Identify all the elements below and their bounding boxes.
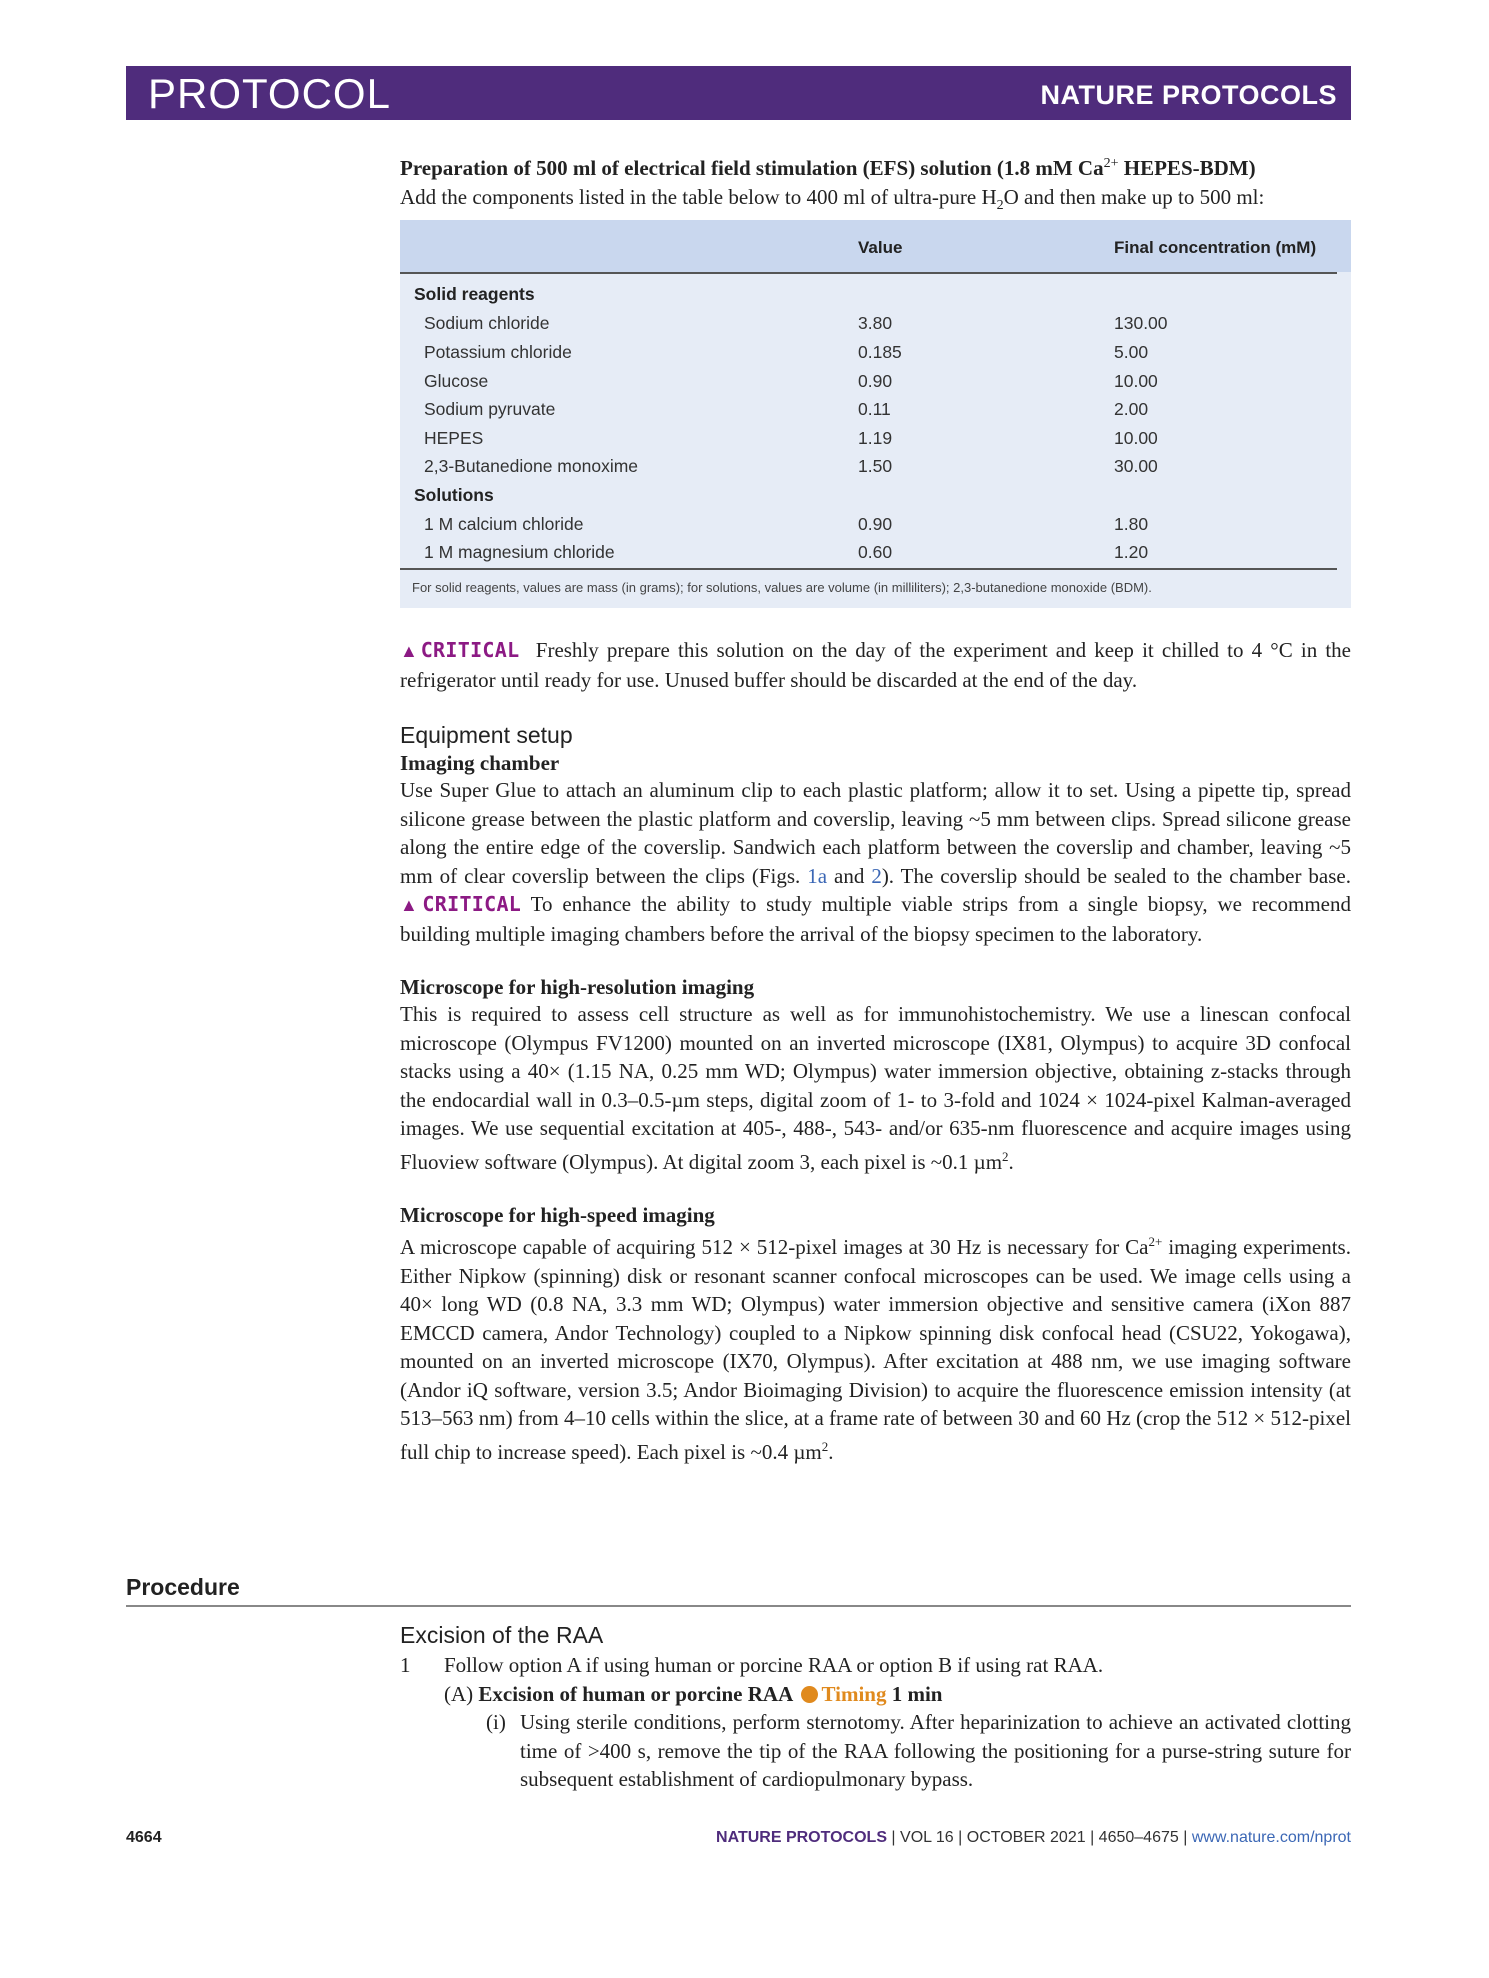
imaging-chamber-text: Use Super Glue to attach an aluminum clip to each plastic platform; allow it to set. Using a pipette tip, spread silicone grease between the plastic platform and coverslip, leaving ~5 mm between clips. Spread silicone grease along the entire edge of the coverslip. Sandwich each platform between the coverslip and chamber, leaving ~5 mm of clear coverslip between the clips (Figs. 1a and 2). The coverslip should be sealed to the chamber base. ▲CRITICAL To enhance the ability to study multiple viable strips from a single biopsy, we recommend building multiple imaging chambers before the arrival of the biopsy specimen to the laboratory. <box>400 778 1351 946</box>
table-cell-conc: 1.80 <box>1114 514 1149 534</box>
critical-text: Freshly prepare this solution on the day of the experiment and keep it chilled to 4 °C in the refrigerator until ready for use. Unused buffer should be discarded at the end of the day. <box>400 638 1351 692</box>
option-a <box>400 1680 1351 1709</box>
table-cell-value: 0.90 <box>858 371 893 391</box>
figure-ref-1a[interactable]: 1a <box>807 863 828 888</box>
equipment-setup-section <box>400 722 1351 1466</box>
table-cell-name: 1 M magnesium chloride <box>424 542 615 562</box>
table-cell-value: 1.19 <box>858 428 893 448</box>
reagent-table <box>400 220 1351 608</box>
section-title-excision: Excision of the RAA <box>400 1622 604 1648</box>
journal-name: NATURE PROTOCOLS <box>1040 80 1337 110</box>
table-cell-value: 0.60 <box>858 542 893 562</box>
step-number: 1 <box>400 1653 411 1677</box>
critical-note <box>400 636 1351 694</box>
timing-value: 1 min <box>891 1681 943 1706</box>
table-footnote: For solid reagents, values are mass (in grams); for solutions, values are volume (in milliliters); 2,3-butanedione monoxide (BDM). <box>412 580 1152 595</box>
table-cell-value: 0.11 <box>858 399 891 419</box>
hires-text: This is required to assess cell structure as well as for immunohistochemistry. We use a linescan confocal microscope (Olympus FV1200) mounted on an inverted microscope (IX81, Olympus) to acquire 3D confocal stacks using a 40× (1.15 NA, 0.25 mm WD; Olympus) water immersion objective, obtaining z-stacks through the endocardial wall in 0.3–0.5-µm steps, digital zoom of 1- to 3-fold and 1024 × 1024-pixel Kalman-averaged images. We use sequential excitation at 405-, 488-, 543- and/or 635-nm fluorescence and acquire images using Fluoview software (Olympus). At digital zoom 3, each pixel is ~0.1 µm$^2$. <box>400 1002 1351 1174</box>
procedure-label: Procedure <box>126 1574 240 1600</box>
table-cell-name: Sodium chloride <box>424 313 550 333</box>
figure-ref-2[interactable]: 2 <box>871 863 882 888</box>
efs-intro: Add the components listed in the table below to 400 ml of ultra-pure $H_2O$ and then make up to 500 ml: <box>400 184 1265 213</box>
table-header-row <box>400 220 1351 272</box>
table-row-group <box>400 485 1337 513</box>
table-bottom-rule <box>400 568 1337 570</box>
table-cell-value: 3.80 <box>858 313 893 333</box>
page-header-bar <box>126 66 1351 120</box>
substep-i <box>400 1708 1351 1794</box>
page-number: 4664 <box>126 1829 162 1846</box>
table-row <box>400 342 1337 370</box>
table-cell-name: Potassium chloride <box>424 342 572 362</box>
subsection-title-hispeed: Microscope for high-speed imaging <box>400 1203 715 1227</box>
substep-label: (i) <box>486 1710 506 1734</box>
critical-label: CRITICAL <box>422 892 522 916</box>
option-label: (A) <box>444 1681 474 1706</box>
table-header-rule <box>400 272 1337 274</box>
column-header-concentration: Final concentration (mM) <box>1114 238 1317 257</box>
table-row <box>400 371 1337 399</box>
table-cell-name: 2,3-Butanedione monoxime <box>424 456 639 476</box>
table-row <box>400 456 1337 484</box>
table-cell-name: Solid reagents <box>414 284 535 304</box>
table-cell-value: 1.50 <box>858 456 893 476</box>
table-row <box>400 542 1337 570</box>
table-row <box>400 313 1337 341</box>
substep-text: Using sterile conditions, perform sternotomy. After heparinization to achieve an activated clotting time of >400 s, remove the tip of the RAA following the positioning for a purse-string suture for subsequent establishment of cardiopulmonary bypass. <box>520 1710 1351 1791</box>
table-cell-conc: 5.00 <box>1114 342 1149 362</box>
table-cell-name: 1 M calcium chloride <box>424 514 584 534</box>
critical-label: CRITICAL <box>420 638 520 662</box>
procedure-rule <box>126 1605 1351 1607</box>
table-cell-conc: 10.00 <box>1114 428 1158 448</box>
table-cell-name: Sodium pyruvate <box>424 399 556 419</box>
subsection-title-hires: Microscope for high-resolution imaging <box>400 975 755 999</box>
table-cell-conc: 10.00 <box>1114 371 1158 391</box>
table-row-group <box>400 284 1337 312</box>
timing-label: Timing <box>821 1681 887 1706</box>
table-row <box>400 428 1337 456</box>
hispeed-text: A microscope capable of acquiring 512 × 512-pixel images at 30 Hz is necessary for $Ca^{2+}$ imaging experiments. Either Nipkow (spinning) disk or resonant scanner confocal microscopes can be used. We image cells using a 40× long WD (0.8 NA, 3.3 mm WD; Olympus) water immersion objective and sensitive camera (iXon 887 EMCCD camera, Andor Technology) coupled to a Nipkow spinning disk confocal head (CSU22, Yokogawa), mounted on an inverted microscope (IX70, Olympus). After excitation at 488 nm, we use imaging software (Andor iQ software, version 3.5; Andor Bioimaging Division) to acquire the fluorescence emission intensity (at 513–563 nm) from 4–10 cells within the slice, at a frame rate of between 30 and 60 Hz (crop the 512 × 512-pixel full chip to increase speed). Each pixel is ~0.4 µm$^2$. <box>400 1234 1351 1464</box>
subsection-title-imaging-chamber: Imaging chamber <box>400 751 560 775</box>
warning-triangle-icon: ▲ <box>400 641 421 661</box>
section-label: PROTOCOL <box>148 70 391 117</box>
table-cell-value: 0.90 <box>858 514 893 534</box>
table-cell-conc: 130.00 <box>1114 313 1168 333</box>
table-row <box>400 399 1337 427</box>
efs-title: Preparation of 500 ml of electrical field stimulation (EFS) solution (1.8 mM $Ca^{2+}$ HEPES-BDM) <box>400 156 1256 180</box>
journal-url-link[interactable]: www.nature.com/nprot <box>1191 1829 1351 1846</box>
footer-citation: NATURE PROTOCOLS | VOL 16 | OCTOBER 2021 | 4650–4675 | www.nature.com/nprot <box>716 1829 1351 1846</box>
table-cell-conc: 1.20 <box>1114 542 1149 562</box>
table-cell-value: 0.185 <box>858 342 902 362</box>
warning-triangle-icon: ▲ <box>400 895 423 915</box>
table-cell-name: Solutions <box>414 485 494 505</box>
procedure-section <box>400 1622 1351 1794</box>
step-text: Follow option A if using human or porcine RAA or option B if using rat RAA. <box>444 1653 1104 1677</box>
section-title: Equipment setup <box>400 722 573 748</box>
column-header-value: Value <box>858 238 903 257</box>
efs-heading-block <box>400 150 1351 220</box>
option-title: Excision of human or porcine RAA <box>478 1681 794 1706</box>
timing-icon <box>801 1686 818 1703</box>
table-row <box>400 514 1337 542</box>
table-cell-conc: 30.00 <box>1114 456 1158 476</box>
step-1 <box>400 1651 1351 1680</box>
table-cell-conc: 2.00 <box>1114 399 1149 419</box>
table-cell-name: Glucose <box>424 371 489 391</box>
table-cell-name: HEPES <box>424 428 484 448</box>
